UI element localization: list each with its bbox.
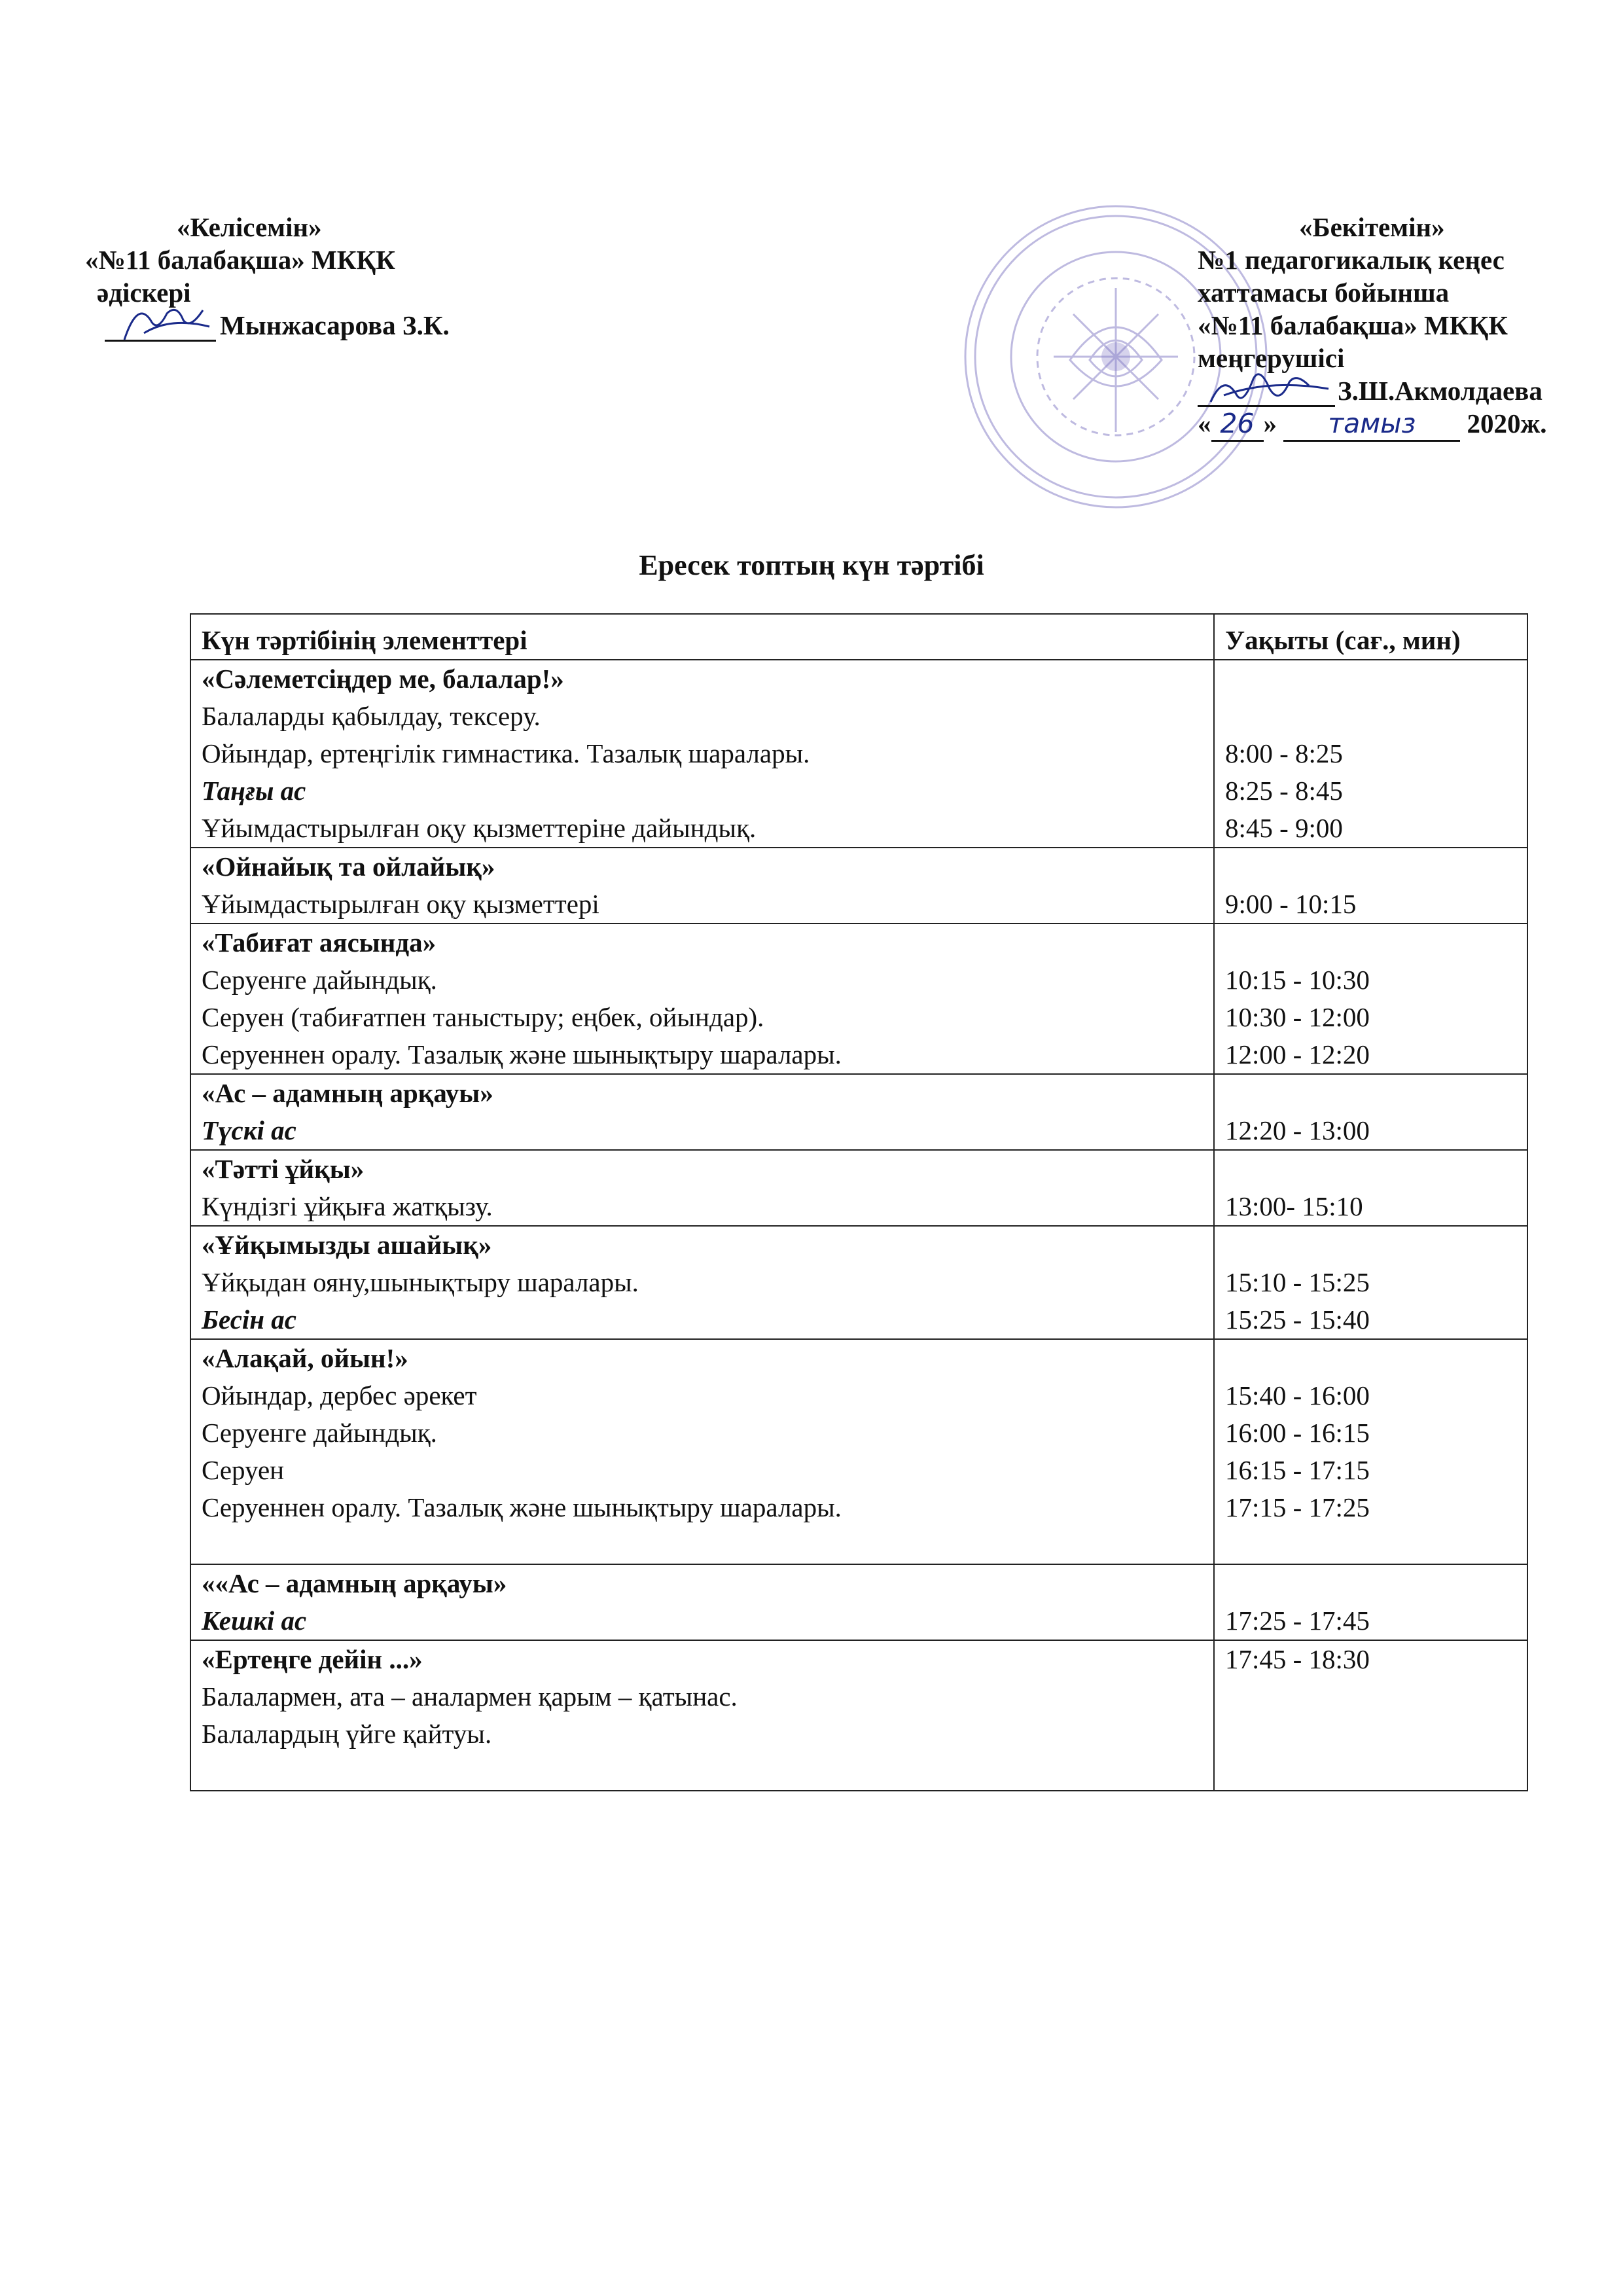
activity-time: 12:00 - 12:20 bbox=[1225, 1039, 1370, 1069]
approval-right-date bbox=[1198, 407, 1616, 442]
approval-left-signature-line bbox=[85, 309, 543, 342]
activity-item: Ұйымдастырылған оқу қызметтері bbox=[202, 889, 599, 919]
signature-field-left bbox=[105, 314, 216, 342]
section-heading-time bbox=[1225, 660, 1516, 698]
section-heading: «Ұйқымызды ашайық» bbox=[202, 1230, 492, 1260]
approval-right bbox=[1198, 211, 1616, 442]
activity-cell bbox=[190, 848, 1214, 924]
activity-item: Ұйқыдан ояну,шынықтыру шаралары. bbox=[202, 1267, 639, 1297]
activity-item: Серуенге дайындық. bbox=[202, 1418, 437, 1448]
activity-item: Кешкі ас bbox=[202, 1605, 307, 1636]
activity-item: Серуен bbox=[202, 1455, 285, 1485]
activity-time bbox=[1225, 1715, 1516, 1753]
section-heading-time bbox=[1225, 1151, 1516, 1188]
handwritten-signature-right bbox=[1198, 359, 1335, 412]
section-heading: «Ертеңге дейін ...» bbox=[202, 1644, 423, 1674]
activity-time: 16:15 - 17:15 bbox=[1225, 1455, 1370, 1485]
section-heading-time bbox=[1225, 1340, 1516, 1377]
date-open-quote: « bbox=[1198, 408, 1211, 439]
table-row bbox=[190, 1150, 1527, 1226]
header-time: Уақыты (сағ., мин) bbox=[1214, 614, 1527, 660]
activity-time: 13:00- 15:10 bbox=[1225, 1191, 1363, 1221]
activity-item: Серуенге дайындық. bbox=[202, 965, 437, 995]
section-heading-time: 17:45 - 18:30 bbox=[1225, 1644, 1370, 1674]
approval-right-council: №1 педагогикалық кеңес bbox=[1198, 245, 1505, 275]
table-header-row bbox=[190, 614, 1527, 660]
approval-right-signature-line bbox=[1198, 374, 1616, 407]
activity-time: 17:25 - 17:45 bbox=[1225, 1605, 1370, 1636]
activity-item: Ойындар, ертеңгілік гимнастика. Тазалық шаралары. bbox=[202, 738, 810, 768]
table-row bbox=[190, 848, 1527, 924]
activity-time: 12:20 - 13:00 bbox=[1225, 1115, 1370, 1145]
handwritten-signature-left bbox=[105, 294, 216, 346]
table-row bbox=[190, 1640, 1527, 1791]
activity-item bbox=[202, 1526, 1203, 1564]
activity-cell bbox=[190, 1564, 1214, 1640]
activity-time: 8:45 - 9:00 bbox=[1225, 813, 1343, 843]
section-heading: ««Ас – адамның арқауы» bbox=[202, 1568, 507, 1598]
section-heading: «Ас – адамның арқауы» bbox=[202, 1078, 493, 1108]
activity-cell bbox=[190, 1640, 1214, 1791]
time-cell bbox=[1214, 1150, 1527, 1226]
activity-time: 10:15 - 10:30 bbox=[1225, 965, 1370, 995]
time-cell bbox=[1214, 848, 1527, 924]
section-heading-time bbox=[1225, 848, 1516, 886]
time-cell bbox=[1214, 1564, 1527, 1640]
activity-item: Балалардың үйге қайтуы. bbox=[202, 1719, 492, 1749]
approval-left-title: «Келісемін» bbox=[177, 212, 322, 242]
date-month: тамыз bbox=[1283, 407, 1460, 442]
activity-time: 9:00 - 10:15 bbox=[1225, 889, 1357, 919]
time-cell bbox=[1214, 1339, 1527, 1564]
section-heading: «Тәтті ұйқы» bbox=[202, 1154, 365, 1184]
activity-item: Бесін ас bbox=[202, 1304, 297, 1335]
date-year: 2020ж. bbox=[1467, 408, 1547, 439]
table-row bbox=[190, 1564, 1527, 1640]
activity-item: Ұйымдастырылған оқу қызметтеріне дайындық. bbox=[202, 813, 757, 843]
schedule-table bbox=[190, 613, 1528, 1791]
activity-cell bbox=[190, 924, 1214, 1074]
approval-right-position: меңгерушісі bbox=[1198, 343, 1345, 373]
activity-time: 16:00 - 16:15 bbox=[1225, 1418, 1370, 1448]
date-day: 26 bbox=[1211, 407, 1264, 442]
approval-left-name: Мынжасарова З.К. bbox=[220, 310, 450, 340]
header-elements: Күн тәртібінің элементтері bbox=[190, 614, 1214, 660]
activity-time: 15:40 - 16:00 bbox=[1225, 1380, 1370, 1410]
activity-cell bbox=[190, 1226, 1214, 1339]
approval-right-org: «№11 балабақша» МКҚК bbox=[1198, 310, 1508, 340]
activity-cell bbox=[190, 1074, 1214, 1150]
section-heading: «Табиғат аясында» bbox=[202, 927, 437, 958]
activity-time: 15:10 - 15:25 bbox=[1225, 1267, 1370, 1297]
section-heading-time bbox=[1225, 1565, 1516, 1602]
section-heading: «Ойнайық та ойлайық» bbox=[202, 852, 495, 882]
activity-item: Балаларды қабылдау, тексеру. bbox=[202, 701, 541, 731]
approval-right-protocol: хаттамасы бойынша bbox=[1198, 278, 1450, 308]
schedule-body bbox=[190, 660, 1527, 1791]
table-row bbox=[190, 660, 1527, 848]
approval-right-title: «Бекітемін» bbox=[1299, 212, 1445, 242]
activity-item: Балалармен, ата – аналармен қарым – қатынас. bbox=[202, 1681, 738, 1712]
signature-field-right bbox=[1198, 379, 1335, 407]
activity-item: Түскі ас bbox=[202, 1115, 296, 1145]
approval-left-org: «№11 балабақша» МКҚК bbox=[85, 245, 395, 275]
activity-time bbox=[1225, 1526, 1516, 1564]
activity-item: Серуеннен оралу. Тазалық және шынықтыру шаралары. bbox=[202, 1039, 842, 1069]
time-cell bbox=[1214, 924, 1527, 1074]
activity-time bbox=[1225, 1678, 1516, 1715]
activity-time: 10:30 - 12:00 bbox=[1225, 1002, 1370, 1032]
activity-time: 15:25 - 15:40 bbox=[1225, 1304, 1370, 1335]
date-close-quote: » bbox=[1263, 408, 1277, 439]
table-row bbox=[190, 924, 1527, 1074]
time-cell bbox=[1214, 1640, 1527, 1791]
section-heading-time bbox=[1225, 1075, 1516, 1112]
activity-item: Серуен (табиғатпен таныстыру; еңбек, ойындар). bbox=[202, 1002, 764, 1032]
approval-left-position: әдіскері bbox=[97, 278, 191, 308]
approval-right-name: З.Ш.Акмолдаева bbox=[1338, 376, 1543, 406]
section-heading-time bbox=[1225, 1227, 1516, 1264]
time-cell bbox=[1214, 1074, 1527, 1150]
time-cell bbox=[1214, 1226, 1527, 1339]
activity-item: Таңғы ас bbox=[202, 776, 306, 806]
activity-time: 8:25 - 8:45 bbox=[1225, 776, 1343, 806]
table-row bbox=[190, 1339, 1527, 1564]
activity-time bbox=[1225, 1753, 1516, 1790]
activity-item: Ойындар, дербес әрекет bbox=[202, 1380, 477, 1410]
activity-item: Серуеннен оралу. Тазалық және шынықтыру шаралары. bbox=[202, 1492, 842, 1522]
activity-time bbox=[1225, 698, 1516, 735]
activity-item: Күндізгі ұйқыға жатқызу. bbox=[202, 1191, 493, 1221]
section-heading: «Алақай, ойын!» bbox=[202, 1343, 408, 1373]
activity-cell bbox=[190, 660, 1214, 848]
table-row bbox=[190, 1074, 1527, 1150]
document-title: Ересек топтың күн тәртібі bbox=[639, 549, 984, 581]
activity-time: 8:00 - 8:25 bbox=[1225, 738, 1343, 768]
time-cell bbox=[1214, 660, 1527, 848]
activity-cell bbox=[190, 1150, 1214, 1226]
section-heading-time bbox=[1225, 924, 1516, 961]
activity-item bbox=[202, 1753, 1203, 1790]
activity-cell bbox=[190, 1339, 1214, 1564]
section-heading: «Сәлеметсіңдер ме, балалар!» bbox=[202, 664, 564, 694]
table-row bbox=[190, 1226, 1527, 1339]
approval-left bbox=[85, 211, 543, 342]
activity-time: 17:15 - 17:25 bbox=[1225, 1492, 1370, 1522]
